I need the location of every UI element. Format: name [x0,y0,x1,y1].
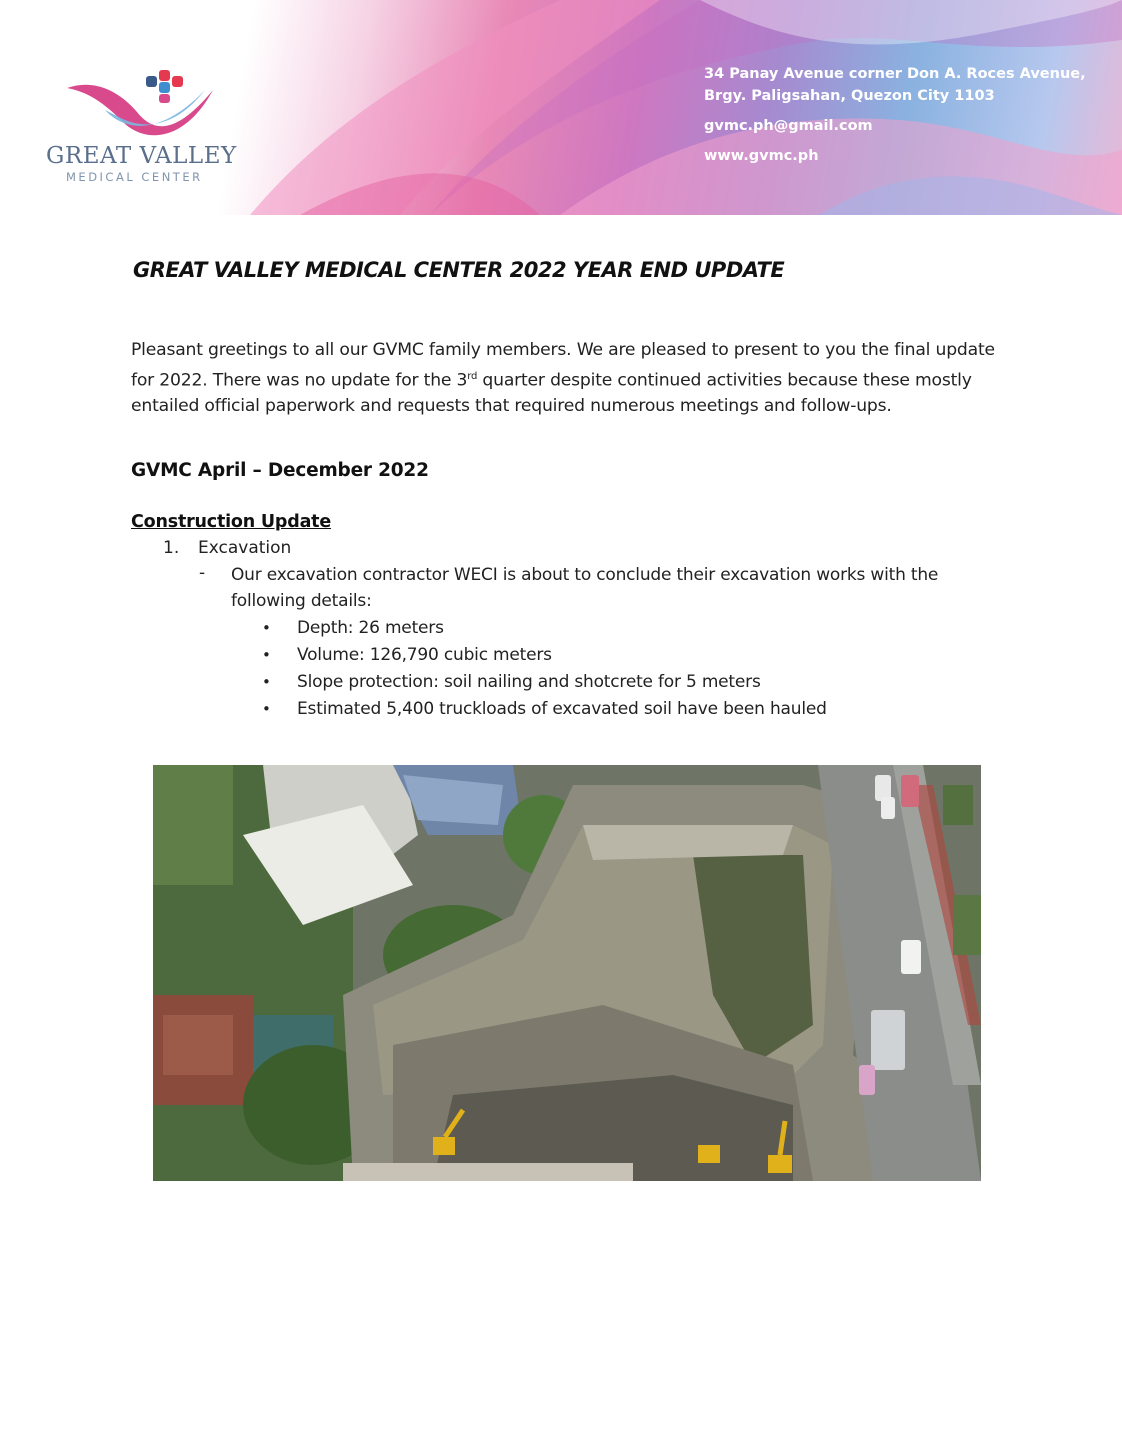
construction-update-heading: Construction Update [131,512,332,532]
list-item: • Depth: 26 meters [262,615,827,642]
numbered-item [163,538,291,558]
excavation-aerial-photo [153,765,981,1181]
logo-subtitle: MEDICAL CENTER [66,170,203,184]
list-item: • Estimated 5,400 truckloads of excavated soil have been hauled [262,696,827,723]
aerial-photo-illustration [153,765,981,1181]
email: gvmc.ph@gmail.com [704,118,873,134]
intro-text-2: quarter despite continued activities because these mostly entailed official paperwork and requests that required numerous meetings and follow-ups. [131,370,972,416]
intro-superscript: rd [467,370,478,382]
excavation-details-list [262,615,827,723]
bullet-icon: • [262,646,271,664]
page-title: GREAT VALLEY MEDICAL CENTER 2022 YEAR END UPDATE [133,258,785,282]
address-line-2: Brgy. Paligsahan, Quezon City 1103 [704,88,995,104]
bullet-icon: • [262,700,271,718]
bullet-icon: • [262,619,271,637]
logo [40,70,240,190]
bullet-icon: • [262,673,271,691]
address-line-1: 34 Panay Avenue corner Don A. Roces Avenue, [704,66,1086,82]
dash-marker: - [199,563,206,583]
intro-text-1: Pleasant greetings to all our GVMC family members. We are pleased to present to you the final update for 2022. There was no update for the 3 [131,340,995,391]
website: www.gvmc.ph [704,148,819,164]
list-item: • Slope protection: soil nailing and shotcrete for 5 meters [262,669,827,696]
item-label: Excavation [198,538,292,558]
contact-info [704,63,1086,167]
excavation-description: Our excavation contractor WECI is about to conclude their excavation works with the following details: [231,565,939,611]
letterhead-banner [0,0,1122,215]
intro-paragraph [131,338,1001,419]
section-heading: GVMC April – December 2022 [131,460,429,481]
list-item: • Volume: 126,790 cubic meters [262,642,827,669]
medical-cross-logo-icon [65,70,215,142]
item-number: 1. [163,538,180,558]
logo-name: GREAT VALLEY [46,143,237,169]
